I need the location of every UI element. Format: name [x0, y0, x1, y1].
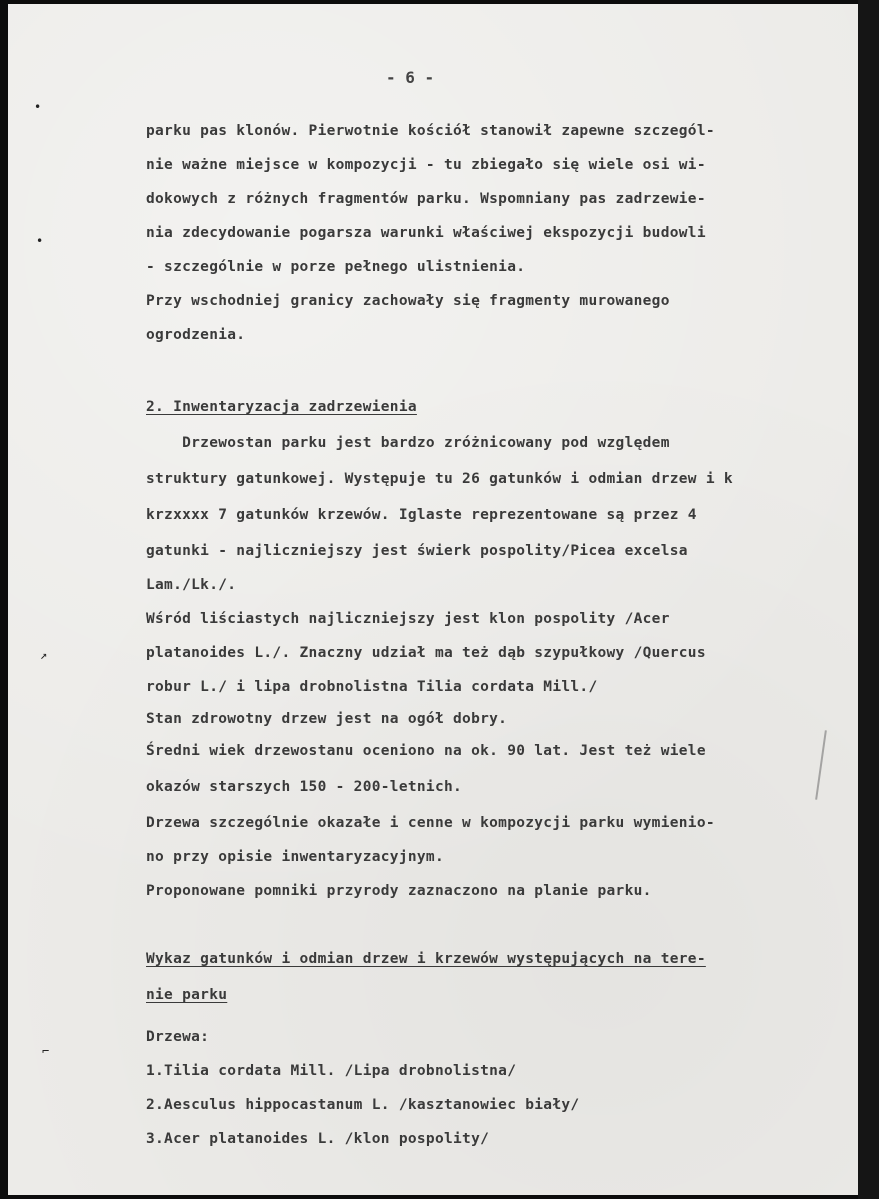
- trees-label: Drzewa:: [146, 1029, 210, 1045]
- text-line: Stan zdrowotny drzew jest na ogół dobry.: [146, 711, 508, 727]
- page-number: - 6 -: [386, 68, 435, 87]
- text-line: - szczególnie w porze pełnego ulistnienia.: [146, 259, 526, 275]
- text-line: Wśród liściastych najliczniejszy jest klon pospolity /Acer: [146, 611, 670, 627]
- text-line: no przy opisie inwentaryzacyjnym.: [146, 849, 444, 865]
- text-line: struktury gatunkowej. Występuje tu 26 gatunków i odmian drzew i k: [146, 471, 733, 487]
- text-line: Średni wiek drzewostanu oceniono na ok. 90 lat. Jest też wiele: [146, 743, 706, 759]
- text-line: ogrodzenia.: [146, 327, 246, 343]
- text-line: dokowych z różnych fragmentów parku. Wspomniany pas zadrzewie-: [146, 191, 706, 207]
- scan-mark: ↗: [40, 648, 48, 662]
- text-line: Drzewostan parku jest bardzo zróżnicowany pod względem: [146, 435, 670, 451]
- text-line: Proponowane pomniki przyrody zaznaczono na planie parku.: [146, 883, 652, 899]
- text-line: gatunki - najliczniejszy jest świerk pospolity/Picea excelsa: [146, 543, 688, 559]
- document-page: [8, 4, 858, 1195]
- list-heading: Wykaz gatunków i odmian drzew i krzewów występujących na tere-: [146, 951, 706, 967]
- text-line: nia zdecydowanie pogarsza warunki właściwej ekspozycji budowli: [146, 225, 706, 241]
- text-line: nie ważne miejsce w kompozycji - tu zbiegało się wiele osi wi-: [146, 157, 706, 173]
- list-item: 3.Acer platanoides L. /klon pospolity/: [146, 1131, 490, 1147]
- scan-edge: [858, 0, 879, 1199]
- text-line: Przy wschodniej granicy zachowały się fragmenty murowanego: [146, 293, 670, 309]
- scan-mark: ⌐: [42, 1044, 50, 1058]
- text-line: Drzewa szczególnie okazałe i cenne w kompozycji parku wymienio-: [146, 815, 715, 831]
- list-heading: nie parku: [146, 987, 228, 1003]
- list-item: 2.Aesculus hippocastanum L. /kasztanowiec biały/: [146, 1097, 580, 1113]
- text-line: platanoides L./. Znaczny udział ma też dąb szypułkowy /Quercus: [146, 645, 706, 661]
- text-line: okazów starszych 150 - 200-letnich.: [146, 779, 463, 795]
- scan-mark: •: [34, 100, 42, 114]
- text-line: krzxxxx 7 gatunków krzewów. Iglaste reprezentowane są przez 4: [146, 507, 697, 523]
- text-line: parku pas klonów. Pierwotnie kościół stanowił zapewne szczegól-: [146, 123, 715, 139]
- text-line: Lam./Lk./.: [146, 577, 237, 593]
- list-item: 1.Tilia cordata Mill. /Lipa drobnolistna/: [146, 1063, 517, 1079]
- scan-mark: •: [36, 234, 44, 248]
- section-heading: 2. Inwentaryzacja zadrzewienia: [146, 399, 417, 415]
- text-line: robur L./ i lipa drobnolistna Tilia cordata Mill./: [146, 679, 598, 695]
